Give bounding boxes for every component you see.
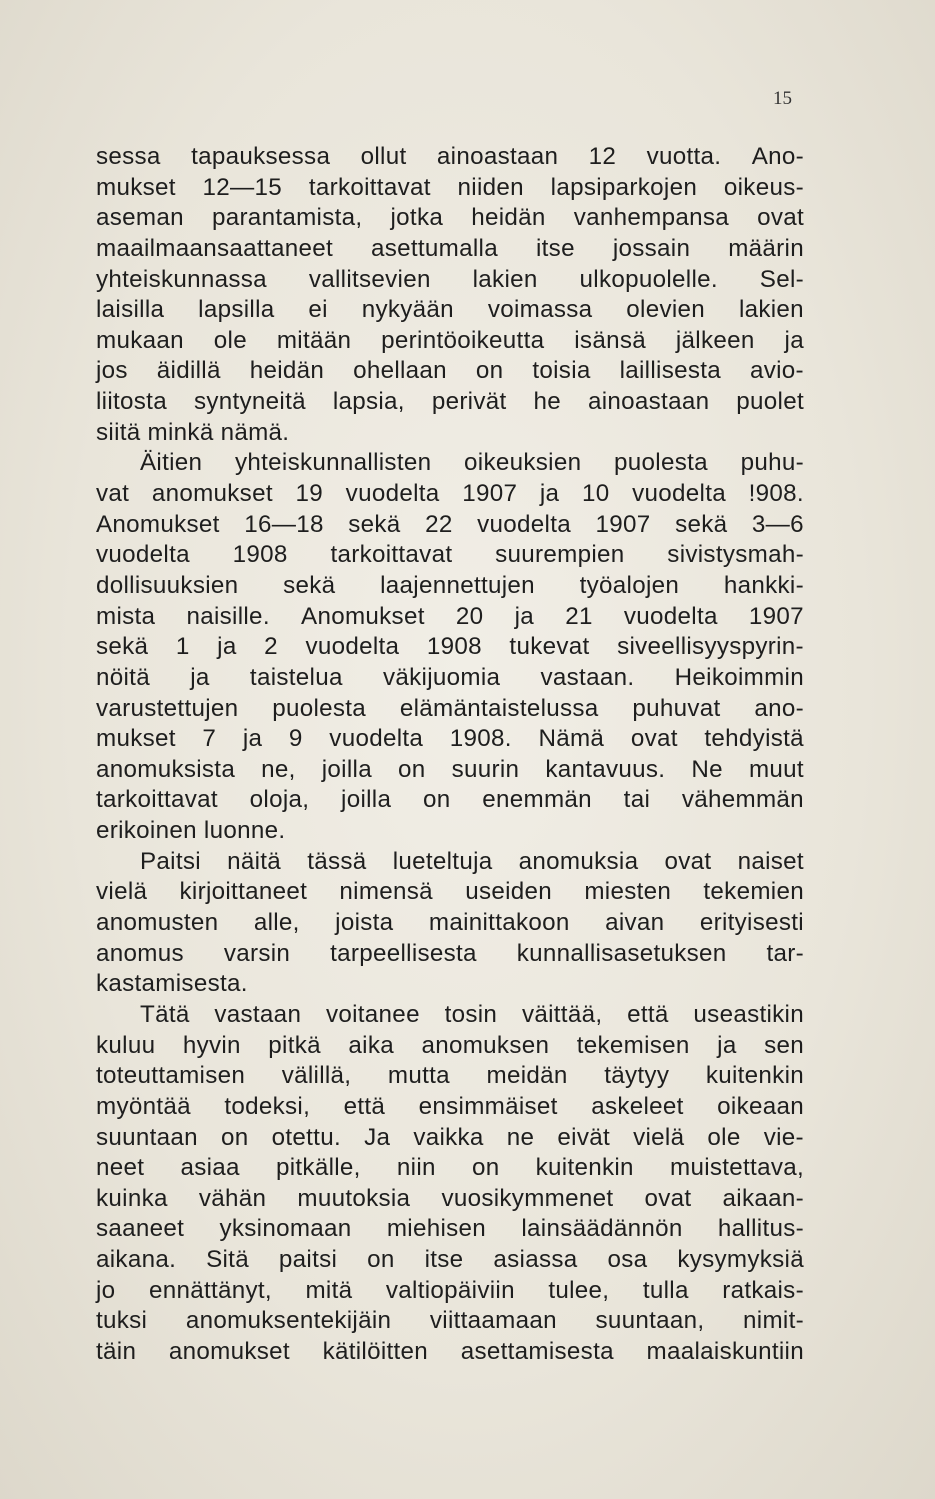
word: niiden bbox=[457, 173, 524, 201]
word: tehdyistä bbox=[704, 725, 804, 753]
word: 3—6 bbox=[751, 510, 804, 538]
word: ja bbox=[784, 326, 804, 354]
word: ollut bbox=[360, 143, 407, 170]
word: maailmaansaattaneet bbox=[96, 234, 333, 262]
word: kuluu bbox=[96, 1031, 156, 1059]
word: 1907 bbox=[595, 510, 651, 538]
word: valtiopäiviin bbox=[385, 1276, 515, 1304]
word: ovat bbox=[644, 1184, 692, 1212]
word: lapsia, bbox=[332, 388, 405, 416]
word: ainoastaan bbox=[436, 143, 559, 170]
word: anomusten bbox=[96, 909, 219, 937]
word: 9 bbox=[288, 725, 303, 753]
word: vielä bbox=[633, 1123, 685, 1151]
text-line bbox=[96, 326, 804, 357]
word: on bbox=[221, 1123, 249, 1151]
word: väkijuomia bbox=[382, 663, 501, 691]
text-line bbox=[96, 418, 804, 449]
text-line bbox=[96, 847, 804, 878]
word: pitkä bbox=[268, 1031, 321, 1059]
word: Nämä bbox=[538, 725, 605, 753]
word: ratkais- bbox=[722, 1276, 804, 1304]
word: 12 bbox=[588, 143, 617, 170]
word: sekä bbox=[675, 510, 728, 538]
word: 21 bbox=[565, 602, 593, 630]
word: tekemisen bbox=[576, 1031, 690, 1059]
text-line bbox=[96, 1337, 804, 1368]
word: nämä. bbox=[220, 418, 290, 446]
text-line bbox=[96, 1184, 804, 1215]
text-line bbox=[96, 1153, 804, 1184]
word: joista bbox=[335, 909, 394, 937]
word: ano- bbox=[754, 694, 804, 722]
text-line bbox=[96, 1061, 804, 1092]
word: saaneet bbox=[96, 1215, 185, 1243]
word: minkä bbox=[147, 418, 221, 446]
text-line bbox=[96, 1306, 804, 1337]
word: lainsäädännön bbox=[521, 1215, 683, 1243]
word: niin bbox=[396, 1154, 436, 1182]
word: 1908 bbox=[426, 633, 482, 661]
word: suuntaan bbox=[96, 1123, 198, 1151]
word: lakien bbox=[738, 296, 804, 324]
word: liitosta bbox=[96, 388, 167, 416]
word: miesten bbox=[584, 878, 672, 906]
word: mainittakoon bbox=[428, 909, 570, 937]
text-line bbox=[96, 663, 804, 694]
word: asiassa bbox=[493, 1246, 578, 1274]
text-line bbox=[96, 142, 804, 173]
body-text bbox=[96, 142, 804, 1368]
word: jotka bbox=[390, 204, 444, 232]
word: ja bbox=[242, 725, 263, 753]
word: lapsilla bbox=[198, 296, 275, 324]
word: erityisesti bbox=[699, 909, 804, 937]
text-line bbox=[96, 1214, 804, 1245]
word: ja bbox=[717, 1031, 737, 1059]
word: mukset bbox=[96, 173, 176, 201]
word: puolet bbox=[736, 388, 804, 416]
word: ensimmäiset bbox=[418, 1092, 558, 1120]
text-line bbox=[96, 1245, 804, 1276]
word: väittää, bbox=[521, 1000, 603, 1028]
word: täytyy bbox=[604, 1062, 670, 1090]
word: lakien bbox=[472, 265, 538, 293]
word: kätilöitten bbox=[322, 1337, 429, 1365]
word: miehisen bbox=[386, 1215, 487, 1243]
word: ne bbox=[506, 1123, 535, 1151]
word: välillä, bbox=[281, 1062, 352, 1090]
word: sen bbox=[764, 1031, 804, 1059]
word: 7 bbox=[202, 725, 217, 753]
word: puolesta bbox=[272, 694, 367, 722]
word: ole bbox=[213, 326, 247, 354]
word: vuodelta bbox=[477, 510, 571, 538]
word: parantamista, bbox=[211, 204, 363, 232]
text-line bbox=[96, 939, 804, 970]
word: oikeaan bbox=[717, 1092, 804, 1120]
word: jossain bbox=[612, 234, 691, 262]
word: mutta bbox=[387, 1062, 450, 1090]
word: laillisesta bbox=[619, 357, 722, 385]
word: kuitenkin bbox=[535, 1154, 634, 1182]
word: joilla bbox=[341, 786, 392, 814]
word: 19 bbox=[295, 480, 324, 508]
word: siitä bbox=[96, 418, 148, 446]
word: sekä bbox=[96, 633, 149, 661]
word: ja bbox=[217, 633, 237, 661]
word: vuodelta bbox=[345, 480, 440, 508]
word: tarkoittavat bbox=[96, 786, 218, 814]
word: itse bbox=[535, 234, 575, 262]
word: luonne. bbox=[203, 817, 286, 845]
word: hankki- bbox=[723, 571, 804, 599]
word: anomuksista bbox=[96, 755, 236, 783]
word: Sitä bbox=[206, 1246, 249, 1274]
word: vaikka bbox=[413, 1123, 484, 1151]
word: heidän bbox=[249, 357, 325, 385]
word: 22 bbox=[425, 510, 453, 538]
word: yhteiskunnallisten bbox=[235, 449, 432, 477]
word: naisille. bbox=[186, 602, 270, 630]
word: taistelua bbox=[249, 663, 343, 691]
word: vuotta. bbox=[646, 143, 722, 170]
word: enemmän bbox=[482, 786, 592, 814]
word: joilla bbox=[321, 755, 372, 783]
word: puhu- bbox=[740, 449, 804, 477]
word: suurempien bbox=[495, 541, 625, 569]
word: erikoinen bbox=[96, 817, 204, 845]
word: Ano- bbox=[751, 143, 804, 170]
word: lapsiparkojen bbox=[550, 173, 698, 201]
word: suuntaan, bbox=[595, 1307, 705, 1335]
word: laisilla bbox=[96, 296, 165, 324]
word: Sel- bbox=[759, 265, 804, 293]
word: näitä bbox=[227, 847, 282, 875]
word: heidän bbox=[471, 204, 546, 232]
word: kirjoittaneet bbox=[179, 878, 308, 906]
word: nykyään bbox=[361, 296, 454, 324]
word: myöntää bbox=[96, 1092, 191, 1120]
text-line bbox=[96, 448, 804, 479]
word: lueteltuja bbox=[392, 847, 493, 875]
word: ja bbox=[514, 602, 535, 630]
word: pitkälle, bbox=[275, 1154, 361, 1182]
word: 10 bbox=[581, 480, 610, 508]
word: olevien bbox=[626, 296, 706, 324]
word: 2 bbox=[264, 633, 278, 661]
word: että bbox=[627, 1000, 669, 1028]
word: ei bbox=[308, 296, 328, 324]
word: muutoksia bbox=[297, 1184, 411, 1212]
text-line bbox=[96, 969, 804, 1000]
word: vastaan. bbox=[540, 663, 635, 691]
word: maalaiskuntiin bbox=[646, 1337, 804, 1365]
word: itse bbox=[424, 1246, 464, 1274]
word: viittaamaan bbox=[429, 1307, 557, 1335]
word: oikeuksien bbox=[464, 449, 582, 477]
word: todeksi, bbox=[224, 1092, 311, 1120]
word: perintöoikeutta bbox=[381, 326, 545, 354]
word: asiaa bbox=[180, 1154, 240, 1182]
word: tuksi bbox=[96, 1307, 148, 1335]
word: toteuttamisen bbox=[96, 1062, 246, 1090]
word: isänsä bbox=[574, 326, 646, 354]
word: tapauksessa bbox=[191, 143, 331, 170]
word: useastikin bbox=[693, 1000, 804, 1028]
word: ennättänyt, bbox=[148, 1276, 272, 1304]
word: muut bbox=[748, 755, 804, 783]
word: tässä bbox=[307, 847, 367, 875]
word: vat bbox=[96, 480, 130, 508]
word: ovat bbox=[757, 204, 804, 232]
word: anomus bbox=[96, 939, 184, 967]
text-line bbox=[96, 1031, 804, 1062]
word: voitanee bbox=[325, 1000, 420, 1028]
text-line bbox=[96, 755, 804, 786]
word: perivät bbox=[431, 388, 507, 416]
word: on bbox=[471, 1154, 500, 1182]
word: anomuksentekijäin bbox=[185, 1307, 392, 1335]
word: 1908 bbox=[232, 541, 288, 569]
word: nöitä bbox=[96, 663, 150, 691]
word: on bbox=[367, 1246, 395, 1274]
word: mista bbox=[96, 602, 156, 630]
word: paitsi bbox=[278, 1246, 338, 1274]
word: elämäntaistelussa bbox=[399, 694, 599, 722]
word: ne, bbox=[261, 755, 296, 783]
word: voimassa bbox=[487, 296, 593, 324]
word: kuinka bbox=[96, 1184, 168, 1212]
text-line bbox=[96, 1276, 804, 1307]
word: aikaan- bbox=[722, 1184, 804, 1212]
word: ja bbox=[539, 480, 560, 508]
word: 16—18 bbox=[244, 510, 324, 538]
word: vastaan bbox=[214, 1000, 302, 1028]
word: he bbox=[533, 388, 561, 416]
word: sekä bbox=[348, 510, 401, 538]
word: Heikoimmin bbox=[674, 663, 804, 691]
word: Äitien bbox=[140, 449, 203, 477]
text-line bbox=[96, 203, 804, 234]
word: vuodelta bbox=[623, 602, 718, 630]
word: laajennettujen bbox=[380, 571, 535, 599]
text-line bbox=[96, 479, 804, 510]
word: asettumalla bbox=[370, 234, 498, 262]
word: tarkoittavat bbox=[308, 173, 431, 201]
word: aivan bbox=[605, 909, 665, 937]
text-line bbox=[96, 602, 804, 633]
word: vuodelta bbox=[96, 541, 190, 569]
word: vallitsevien bbox=[308, 265, 431, 293]
word: kuitenkin bbox=[705, 1062, 804, 1090]
word: askeleet bbox=[591, 1092, 684, 1120]
word: tosin bbox=[444, 1000, 498, 1028]
word: kantavuus. bbox=[545, 755, 666, 783]
text-line bbox=[96, 356, 804, 387]
word: anomukset bbox=[151, 480, 273, 508]
word: suurin bbox=[451, 755, 520, 783]
word: ovat bbox=[664, 847, 712, 875]
word: nimensä bbox=[339, 878, 433, 906]
word: hyvin bbox=[182, 1031, 241, 1059]
word: mitään bbox=[276, 326, 352, 354]
word: 1907 bbox=[748, 602, 804, 630]
word: mukaan bbox=[96, 326, 184, 354]
word: anomuksen bbox=[421, 1031, 550, 1059]
text-line bbox=[96, 1123, 804, 1154]
word: otettu. bbox=[271, 1123, 341, 1151]
word: työalojen bbox=[579, 571, 680, 599]
word: vuodelta bbox=[329, 725, 424, 753]
word: ulkopuolelle. bbox=[579, 265, 718, 293]
page-number: 15 bbox=[773, 88, 792, 109]
word: eivät bbox=[557, 1123, 610, 1151]
text-line bbox=[96, 1092, 804, 1123]
word: tar- bbox=[766, 939, 804, 967]
word: mitä bbox=[305, 1276, 353, 1304]
word: vie- bbox=[763, 1123, 804, 1151]
word: puolesta bbox=[614, 449, 708, 477]
word: ohellaan bbox=[353, 357, 447, 385]
word: !908. bbox=[748, 480, 804, 508]
word: dollisuuksien bbox=[96, 571, 239, 599]
word: 1908. bbox=[449, 725, 512, 753]
word: 20 bbox=[455, 602, 484, 630]
word: meidän bbox=[486, 1062, 568, 1090]
word: mukset bbox=[96, 725, 176, 753]
text-line bbox=[96, 265, 804, 296]
word: ja bbox=[190, 663, 210, 691]
word: Paitsi bbox=[140, 847, 201, 875]
word: aikana. bbox=[96, 1246, 177, 1274]
text-line bbox=[96, 632, 804, 663]
text-line bbox=[96, 173, 804, 204]
word: on bbox=[398, 755, 426, 783]
word: ainoastaan bbox=[587, 388, 710, 416]
word: on bbox=[422, 786, 451, 814]
text-line bbox=[96, 571, 804, 602]
word: asettamisesta bbox=[460, 1337, 614, 1365]
word: vuosikymmenet bbox=[441, 1184, 614, 1212]
text-line bbox=[96, 387, 804, 418]
text-line bbox=[96, 816, 804, 847]
word: syntyneitä bbox=[193, 388, 306, 416]
word: puhuvat bbox=[632, 694, 721, 722]
word: neet bbox=[96, 1154, 145, 1182]
word: useiden bbox=[465, 878, 553, 906]
word: toisia bbox=[532, 357, 591, 385]
word: Anomukset bbox=[96, 510, 220, 538]
word: yhteiskunnassa bbox=[96, 265, 267, 293]
word: Ja bbox=[364, 1123, 391, 1151]
word: vanhempansa bbox=[573, 204, 729, 232]
word: on bbox=[475, 357, 504, 385]
word: tulla bbox=[642, 1276, 689, 1304]
text-line bbox=[96, 234, 804, 265]
word: äidillä bbox=[156, 357, 221, 385]
text-line bbox=[96, 877, 804, 908]
word: että bbox=[343, 1092, 386, 1120]
word: naiset bbox=[737, 847, 804, 875]
word: alle, bbox=[253, 909, 300, 937]
text-line bbox=[96, 908, 804, 939]
word: anomuksia bbox=[518, 847, 639, 875]
word: tulee, bbox=[548, 1276, 610, 1304]
word: varustettujen bbox=[96, 694, 239, 722]
word: vuodelta bbox=[632, 480, 726, 508]
word: jo bbox=[96, 1276, 116, 1304]
word: muistettava, bbox=[670, 1154, 804, 1182]
word: tarkoittavat bbox=[330, 541, 453, 569]
word: jos bbox=[96, 357, 128, 385]
word: varsin bbox=[223, 939, 291, 967]
word: aseman bbox=[96, 204, 184, 232]
word: Anomukset bbox=[301, 602, 425, 630]
word: tai bbox=[623, 786, 651, 814]
word: anomukset bbox=[168, 1337, 290, 1365]
text-line bbox=[96, 540, 804, 571]
text-line bbox=[96, 785, 804, 816]
word: vähän bbox=[198, 1184, 267, 1212]
word: oloja, bbox=[249, 786, 310, 814]
word: määrin bbox=[728, 234, 804, 262]
word: 1 bbox=[175, 633, 190, 661]
word: sekä bbox=[283, 571, 336, 599]
word: tekemien bbox=[703, 878, 804, 906]
word: osa bbox=[607, 1246, 648, 1274]
text-line bbox=[96, 1000, 804, 1031]
word: yksinomaan bbox=[219, 1215, 352, 1243]
word: Tätä bbox=[140, 1000, 190, 1028]
word: kunnallisasetuksen bbox=[516, 939, 727, 967]
word: avio- bbox=[749, 357, 804, 385]
word: vielä bbox=[96, 878, 148, 906]
word: sivistysmah- bbox=[667, 541, 804, 569]
word: aika bbox=[348, 1031, 394, 1059]
word: siveellisyyspyrin- bbox=[617, 633, 804, 661]
word: 12—15 bbox=[202, 173, 283, 201]
word: jälkeen bbox=[675, 326, 755, 354]
word: ovat bbox=[630, 725, 678, 753]
word: kysymyksiä bbox=[677, 1246, 804, 1274]
text-line bbox=[96, 724, 804, 755]
word: oikeus- bbox=[723, 173, 804, 201]
word: 1907 bbox=[462, 480, 518, 508]
word: sessa bbox=[96, 143, 161, 170]
text-line bbox=[96, 295, 804, 326]
word: tarpeellisesta bbox=[330, 939, 477, 967]
word: vähemmän bbox=[681, 786, 804, 814]
word: tukevat bbox=[509, 633, 590, 661]
word: ole bbox=[707, 1123, 741, 1151]
word: nimit- bbox=[743, 1307, 804, 1335]
word: hallitus- bbox=[717, 1215, 804, 1243]
word: täin bbox=[96, 1337, 137, 1365]
word: vuodelta bbox=[305, 633, 400, 661]
word: kastamisesta. bbox=[96, 970, 248, 998]
text-line bbox=[96, 510, 804, 541]
text-line bbox=[96, 694, 804, 725]
word: Ne bbox=[691, 755, 723, 783]
